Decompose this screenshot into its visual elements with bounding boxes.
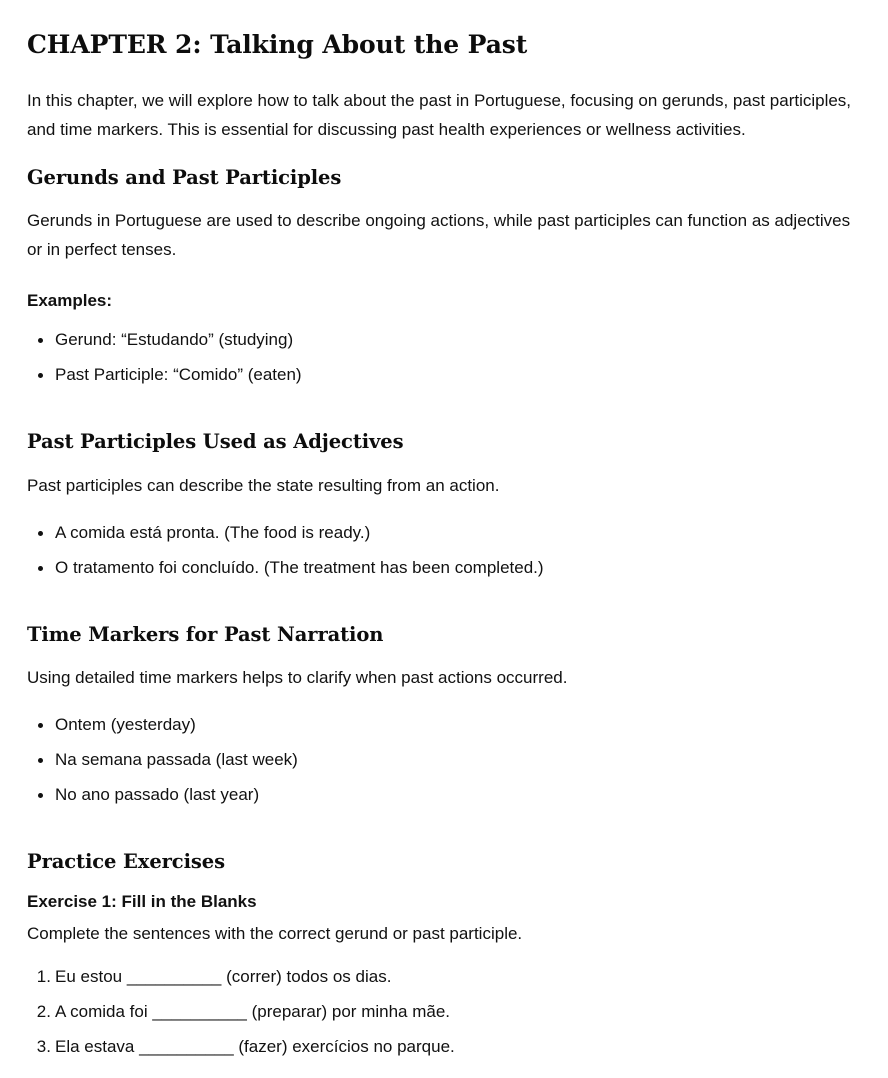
exercise-title: Exercise 1: Fill in the Blanks (27, 891, 257, 911)
list-item: Na semana passada (last week) (27, 749, 862, 771)
list-item: Gerund: “Estudando” (studying) (27, 329, 862, 351)
list-item: Eu estou __________ (correr) todos os dias. (55, 966, 392, 986)
page-title: CHAPTER 2: Talking About the Past (27, 30, 528, 59)
list-item: Ela estava __________ (fazer) exercícios no parque. (55, 1036, 455, 1056)
section-heading-time-markers: Time Markers for Past Narration (27, 622, 384, 646)
exercise-instructions: Complete the sentences with the correct gerund or past participle. (27, 923, 523, 943)
list-item: O tratamento foi concluído. (The treatment has been completed.) (27, 557, 862, 579)
list-item: No ano passado (last year) (27, 784, 862, 806)
exercise-question-list (27, 966, 862, 1058)
list-item: A comida foi __________ (preparar) por minha mãe. (55, 1001, 451, 1021)
list-item: A comida está pronta. (The food is ready.) (27, 522, 862, 544)
adjectives-paragraph: Past participles can describe the state resulting from an action. (27, 475, 500, 495)
adjectives-example-list (27, 522, 862, 579)
section-heading-adjectives: Past Participles Used as Adjectives (27, 430, 404, 454)
time-markers-list (27, 714, 862, 806)
list-item: Past Participle: “Comido” (eaten) (27, 364, 862, 386)
section-heading-gerunds: Gerunds and Past Participles (27, 166, 342, 189)
gerunds-paragraph: Gerunds in Portuguese are used to describe ongoing actions, while past participles can function as adjectives or in perfect tenses. (27, 211, 851, 260)
list-item: Ontem (yesterday) (27, 714, 862, 736)
time-markers-paragraph: Using detailed time markers helps to clarify when past actions occurred. (27, 668, 568, 688)
examples-label: Examples: (27, 291, 113, 311)
intro-paragraph: In this chapter, we will explore how to talk about the past in Portuguese, focusing on gerunds, past participles, and time markers. This is essential for discussing past health experiences or wellness activities. (27, 91, 852, 139)
gerunds-example-list (27, 329, 862, 386)
section-heading-practice-exercises: Practice Exercises (27, 850, 225, 874)
